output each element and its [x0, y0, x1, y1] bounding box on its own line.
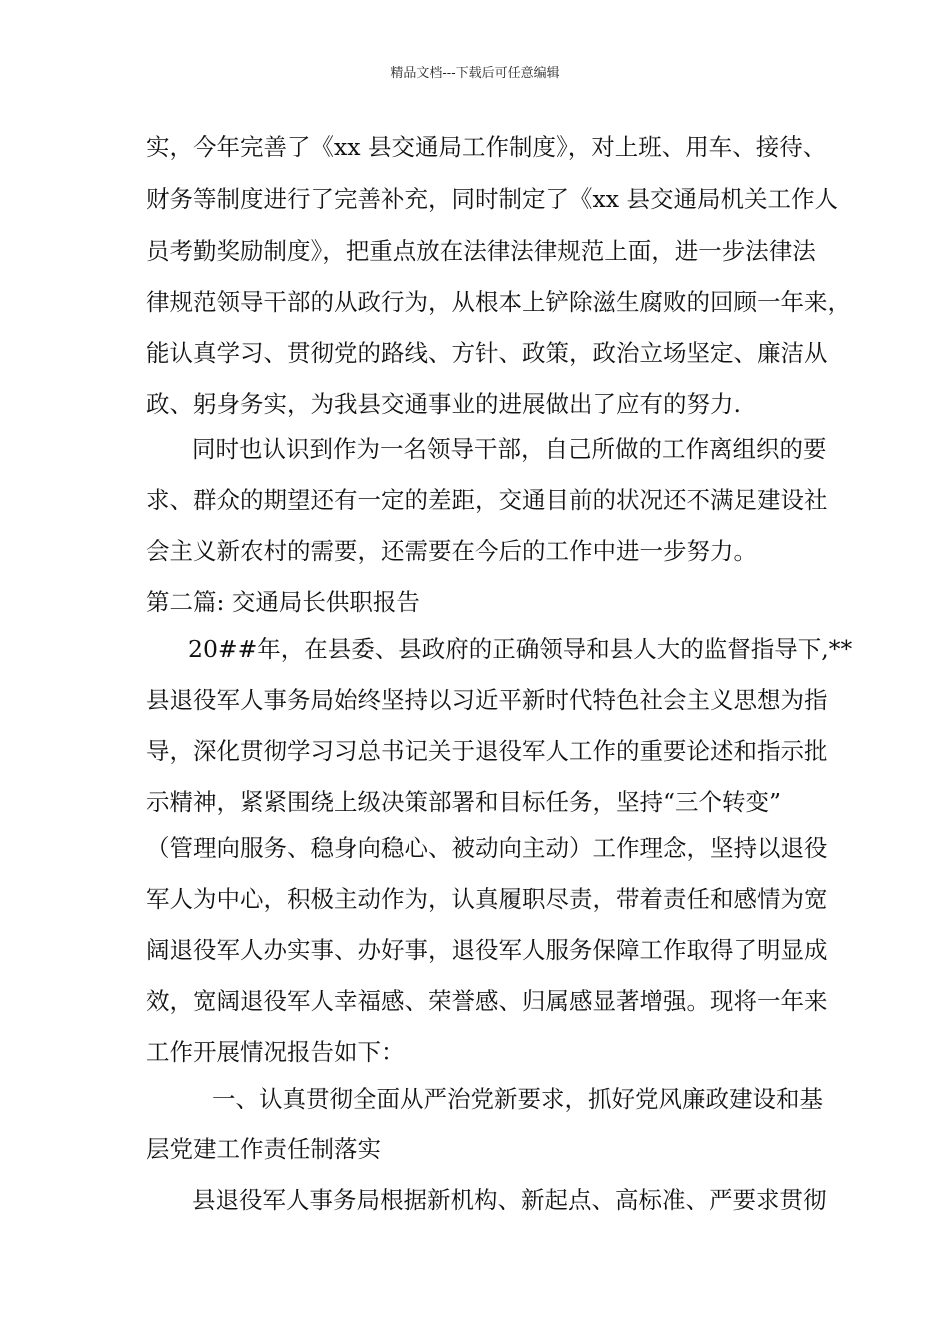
text-line: 效，宽阔退役军人幸福感、荣誉感、归属感显著增强。现将一年来 — [146, 987, 828, 1015]
text-line: 求、群众的期望还有一定的差距，交通目前的状况还不满足建设社 — [146, 486, 828, 514]
text-line: 示精神，紧紧围绕上级决策部署和目标任务，坚持“三个转变” — [146, 788, 782, 816]
text-line: 律规范领导干部的从政行为，从根本上铲除滋生腐败的回顾一年来， — [146, 288, 851, 316]
text-line: 财务等制度进行了完善补充，同时制定了《xx 县交通局机关工作人 — [146, 185, 838, 213]
text-line: 会主义新农村的需要，还需要在今后的工作中进一步努力。 — [146, 537, 757, 565]
text-line: （管理向服务、稳身向稳心、被动向主动）工作理念，坚持以退役 — [146, 834, 828, 862]
text-line: 员考勤奖励制度》，把重点放在法律法律规范上面，进一步法律法 — [146, 237, 816, 265]
text-line: 阔退役军人办实事、办好事，退役军人服务保障工作取得了明显成 — [146, 936, 828, 964]
page-header: 精品文档---下载后可任意编辑 — [390, 66, 560, 81]
text-line: 20##年，在县委、县政府的正确领导和县人大的监督指导下,** — [188, 635, 853, 663]
section-heading: 第二篇: 交通局长供职报告 — [146, 588, 420, 616]
text-line: 工作开展情况报告如下： — [146, 1038, 405, 1066]
text-line: 导，深化贯彻学习习总书记关于退役军人工作的重要论述和指示批 — [146, 737, 828, 765]
text-line: 县退役军人事务局根据新机构、新起点、高标准、严要求贯彻 — [192, 1186, 827, 1214]
text-line: 能认真学习、贯彻党的路线、方针、政策，政治立场坚定、廉洁从 — [146, 339, 828, 367]
subsection-heading: 层党建工作责任制落实 — [146, 1135, 381, 1163]
text-line: 县退役军人事务局始终坚持以习近平新时代特色社会主义思想为指 — [146, 686, 828, 714]
text-line: 同时也认识到作为一名领导干部，自己所做的工作离组织的要 — [192, 435, 827, 463]
text-line: 实，今年完善了《xx 县交通局工作制度》，对上班、用车、接待、 — [146, 133, 827, 161]
text-line: 军人为中心，积极主动作为，认真履职尽责，带着责任和感情为宽 — [146, 885, 828, 913]
text-line: 政、躬身务实，为我县交通事业的进展做出了应有的努力. — [146, 390, 741, 418]
subsection-heading: 一、认真贯彻全面从严治党新要求，抓好党风廉政建设和基 — [212, 1085, 823, 1113]
